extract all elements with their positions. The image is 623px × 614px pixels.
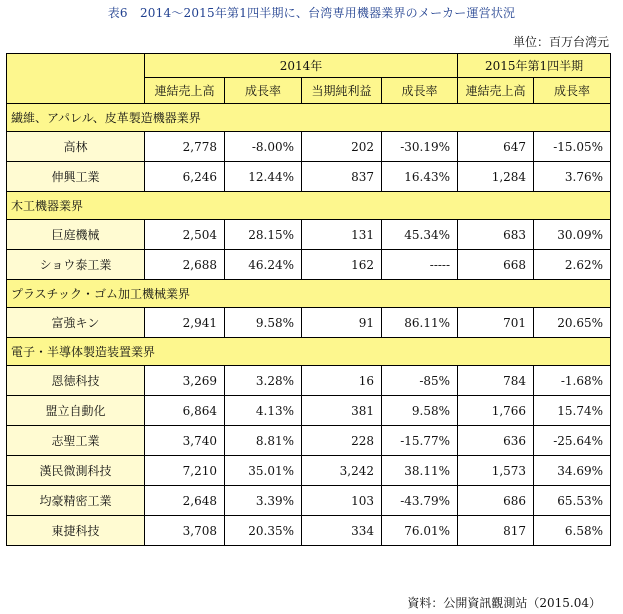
value-cell: 38.11% [382, 456, 458, 486]
operations-table [6, 53, 611, 546]
value-cell: 6,246 [145, 162, 225, 192]
value-cell: 28.15% [225, 220, 302, 250]
header-2015q1: 2015年第1四半期 [458, 54, 611, 78]
value-cell: 837 [302, 162, 382, 192]
value-cell: 16.43% [382, 162, 458, 192]
value-cell: 1,573 [458, 456, 534, 486]
value-cell: 784 [458, 366, 534, 396]
header-2014: 2014年 [145, 54, 458, 78]
value-cell: 35.01% [225, 456, 302, 486]
value-cell: 668 [458, 250, 534, 280]
value-cell: 30.09% [534, 220, 611, 250]
category-row [7, 280, 611, 308]
value-cell: 228 [302, 426, 382, 456]
col-header-growth-2015q1: 成長率 [534, 78, 611, 104]
value-cell: -1.68% [534, 366, 611, 396]
value-cell: 20.65% [534, 308, 611, 338]
value-cell: 2,504 [145, 220, 225, 250]
value-cell: 683 [458, 220, 534, 250]
value-cell: 3.76% [534, 162, 611, 192]
corner-header [7, 54, 145, 104]
value-cell: 334 [302, 516, 382, 546]
value-cell: -85% [382, 366, 458, 396]
value-cell: 34.69% [534, 456, 611, 486]
company-name: 東捷科技 [7, 516, 145, 546]
value-cell: 381 [302, 396, 382, 426]
col-header-growth-income-2014: 成長率 [382, 78, 458, 104]
value-cell: 8.81% [225, 426, 302, 456]
value-cell: 2,648 [145, 486, 225, 516]
value-cell: 3,740 [145, 426, 225, 456]
value-cell: 2,778 [145, 132, 225, 162]
value-cell: 202 [302, 132, 382, 162]
company-name: 巨庭機械 [7, 220, 145, 250]
table-row [7, 366, 611, 396]
value-cell: 131 [302, 220, 382, 250]
value-cell: 20.35% [225, 516, 302, 546]
value-cell: 3,708 [145, 516, 225, 546]
value-cell: ----- [382, 250, 458, 280]
company-name: 富強キン [7, 308, 145, 338]
value-cell: 76.01% [382, 516, 458, 546]
table-title: 表6 2014～2015年第1四半期に、台湾専用機器業界のメーカー運営状況 [107, 6, 516, 20]
value-cell: 86.11% [382, 308, 458, 338]
value-cell: 1,284 [458, 162, 534, 192]
value-cell: -43.79% [382, 486, 458, 516]
value-cell: 817 [458, 516, 534, 546]
table-row [7, 162, 611, 192]
col-header-growth-sales-2014: 成長率 [225, 78, 302, 104]
value-cell: 9.58% [382, 396, 458, 426]
col-header-net-income-2014: 当期純利益 [302, 78, 382, 104]
company-name: 均豪精密工業 [7, 486, 145, 516]
source-note: 資料：公開資訊觀測站（2015.04） [407, 596, 601, 610]
value-cell: 6,864 [145, 396, 225, 426]
table-row [7, 486, 611, 516]
value-cell: 4.13% [225, 396, 302, 426]
company-name: 志聖工業 [7, 426, 145, 456]
table-row [7, 516, 611, 546]
table-row [7, 396, 611, 426]
table-row [7, 456, 611, 486]
value-cell: -30.19% [382, 132, 458, 162]
value-cell: -15.77% [382, 426, 458, 456]
table-row [7, 308, 611, 338]
value-cell: 636 [458, 426, 534, 456]
value-cell: 686 [458, 486, 534, 516]
value-cell: 162 [302, 250, 382, 280]
value-cell: 2.62% [534, 250, 611, 280]
category-row [7, 338, 611, 366]
unit-label: 単位：百万台湾元 [512, 35, 609, 49]
value-cell: 45.34% [382, 220, 458, 250]
value-cell: 7,210 [145, 456, 225, 486]
value-cell: 103 [302, 486, 382, 516]
value-cell: -8.00% [225, 132, 302, 162]
value-cell: 16 [302, 366, 382, 396]
value-cell: 3.28% [225, 366, 302, 396]
col-header-sales-2015q1: 連結売上高 [458, 78, 534, 104]
value-cell: 46.24% [225, 250, 302, 280]
value-cell: 65.53% [534, 486, 611, 516]
table-body [7, 104, 611, 546]
category-label: 電子・半導体製造装置業界 [7, 338, 611, 366]
value-cell: 6.58% [534, 516, 611, 546]
category-row [7, 192, 611, 220]
value-cell: 2,941 [145, 308, 225, 338]
company-name: 恩徳科技 [7, 366, 145, 396]
category-label: 木工機器業界 [7, 192, 611, 220]
value-cell: 15.74% [534, 396, 611, 426]
value-cell: 3,242 [302, 456, 382, 486]
company-name: 盟立自動化 [7, 396, 145, 426]
value-cell: 91 [302, 308, 382, 338]
company-name: 伸興工業 [7, 162, 145, 192]
table-row [7, 426, 611, 456]
company-name: 漢民微測科技 [7, 456, 145, 486]
table-row [7, 132, 611, 162]
table-row [7, 250, 611, 280]
value-cell: 647 [458, 132, 534, 162]
value-cell: 12.44% [225, 162, 302, 192]
company-name: 高林 [7, 132, 145, 162]
value-cell: -15.05% [534, 132, 611, 162]
value-cell: 3,269 [145, 366, 225, 396]
table-row [7, 220, 611, 250]
category-row [7, 104, 611, 132]
value-cell: 3.39% [225, 486, 302, 516]
value-cell: 1,766 [458, 396, 534, 426]
value-cell: 2,688 [145, 250, 225, 280]
value-cell: 9.58% [225, 308, 302, 338]
col-header-sales-2014: 連結売上高 [145, 78, 225, 104]
category-label: プラスチック・ゴム加工機械業界 [7, 280, 611, 308]
category-label: 繊維、アパレル、皮革製造機器業界 [7, 104, 611, 132]
value-cell: -25.64% [534, 426, 611, 456]
company-name: ショウ泰工業 [7, 250, 145, 280]
value-cell: 701 [458, 308, 534, 338]
